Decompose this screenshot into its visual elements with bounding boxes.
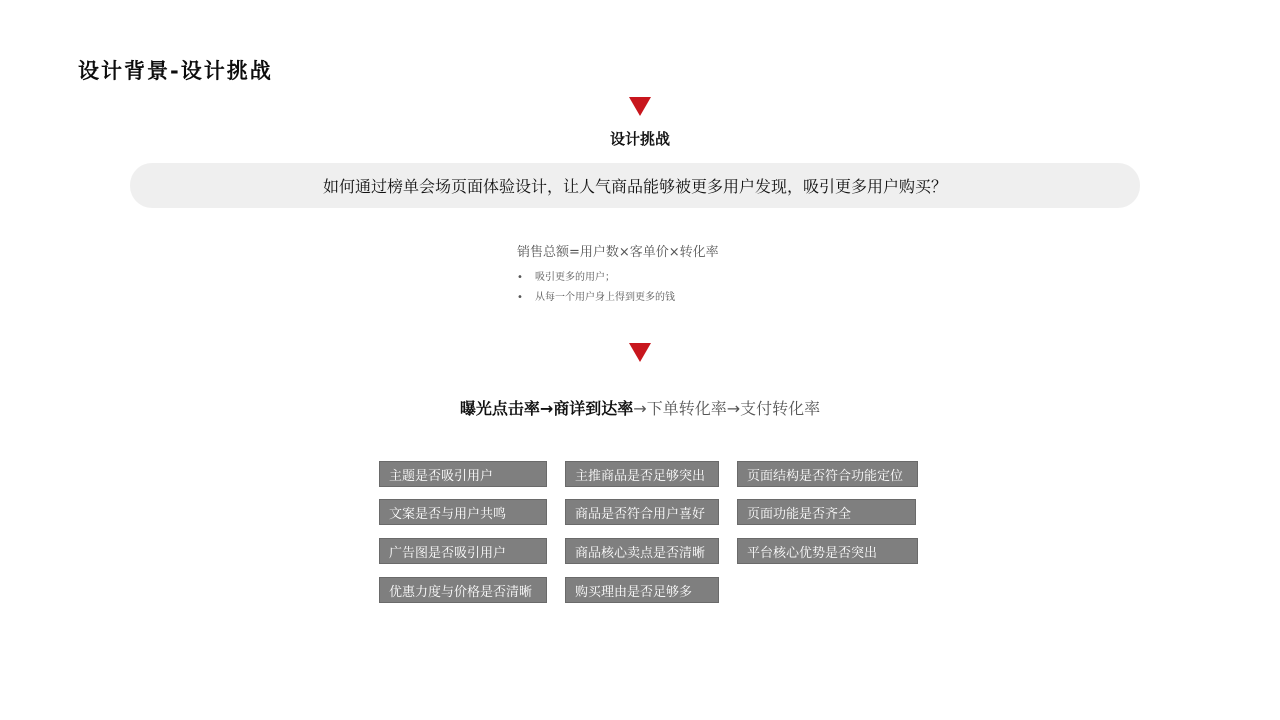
checklist-tag: 主题是否吸引用户	[379, 461, 547, 487]
bullet-icon: •	[517, 272, 523, 283]
checklist-tag: 商品核心卖点是否清晰	[565, 538, 719, 564]
funnel-rest: →下单转化率→支付转化率	[633, 399, 821, 418]
down-arrow-icon	[629, 343, 651, 362]
checklist-tag: 平台核心优势是否突出	[737, 538, 918, 564]
question-banner	[130, 163, 1140, 208]
list-item	[517, 290, 675, 310]
bullet-text: 从每一个用户身上得到更多的钱	[535, 292, 675, 303]
page-title: 设计背景-设计挑战	[78, 59, 273, 83]
checklist-tag: 商品是否符合用户喜好	[565, 499, 719, 525]
checklist-tag: 文案是否与用户共鸣	[379, 499, 547, 525]
checklist-tag: 页面功能是否齐全	[737, 499, 916, 525]
challenge-heading: 设计挑战	[609, 130, 670, 148]
list-item	[517, 270, 675, 290]
checklist-tag: 主推商品是否足够突出	[565, 461, 719, 487]
checklist-tag: 优惠力度与价格是否清晰	[379, 577, 547, 603]
question-text: 如何通过榜单会场页面体验设计，让人气商品能够被更多用户发现，吸引更多用户购买？	[322, 177, 947, 196]
conversion-funnel	[0, 396, 1280, 419]
funnel-emphasis: 曝光点击率→商详到达率	[459, 399, 634, 418]
checklist-tag: 广告图是否吸引用户	[379, 538, 547, 564]
bullet-icon: •	[517, 292, 523, 303]
bullet-list	[517, 270, 675, 310]
checklist-tag: 页面结构是否符合功能定位	[737, 461, 918, 487]
sales-formula: 销售总额=用户数×客单价×转化率	[517, 245, 719, 260]
bullet-text: 吸引更多的用户；	[535, 272, 615, 283]
down-arrow-icon	[629, 97, 651, 116]
checklist-tag: 购买理由是否足够多	[565, 577, 719, 603]
